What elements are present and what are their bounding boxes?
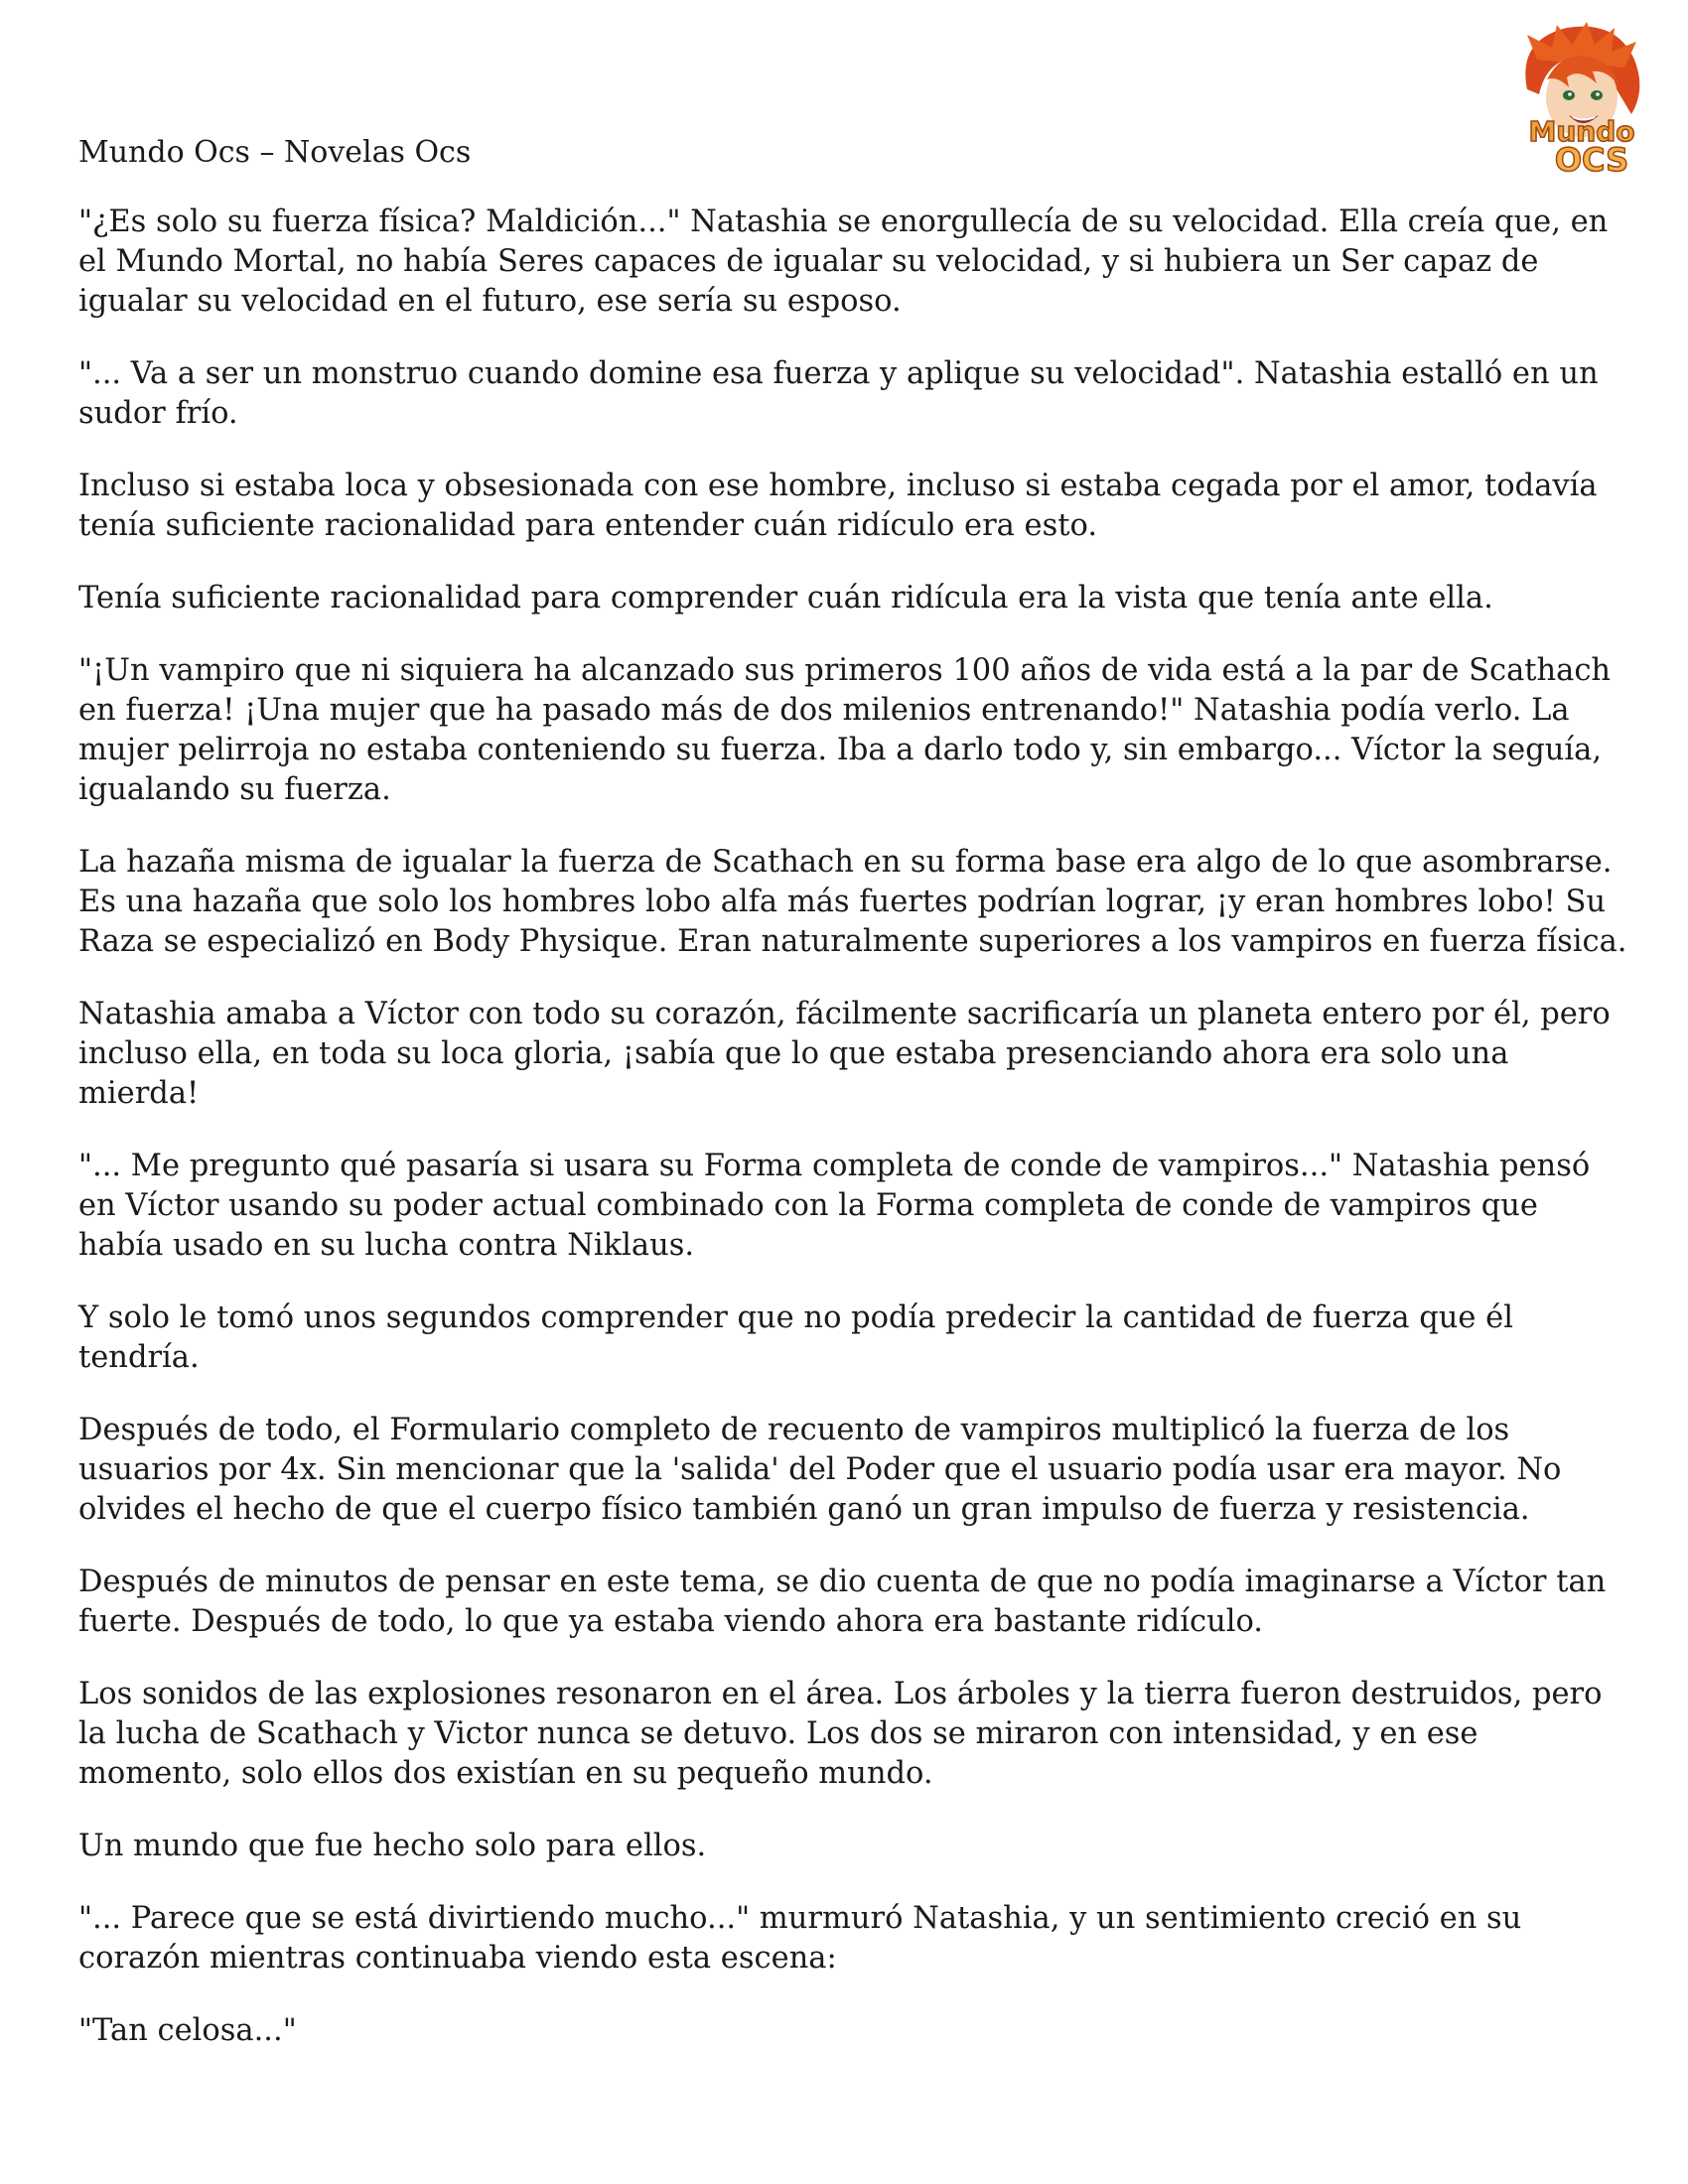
paragraph: "¿Es solo su fuerza física? Maldición..." Natashia se enorgullecía de su velocidad. Ella creía que, en el Mundo Mortal, no había Seres capaces de igualar su velocidad, y si hubiera un Ser capaz de igualar su velocidad en el futuro, ese sería su esposo. xyxy=(78,205,1609,319)
document-body xyxy=(78,203,1627,2084)
paragraph: "¡Un vampiro que ni siquiera ha alcanzado sus primeros 100 años de vida está a la par de Scathach en fuerza! ¡Una mujer que ha pasado más de dos milenios entrenando!" Natashia podía verlo. La mujer pelirroja no estaba conteniendo su fuerza. Iba a darlo todo y, sin embargo... Víctor la seguía, igualando su fuerza. xyxy=(78,653,1612,807)
paragraph: Después de minutos de pensar en este tema, se dio cuenta de que no podía imaginarse a Víctor tan fuerte. Después de todo, lo que ya estaba viendo ahora era bastante ridículo. xyxy=(78,1565,1607,1639)
paragraph: Los sonidos de las explosiones resonaron en el área. Los árboles y la tierra fueron destruidos, pero la lucha de Scathach y Victor nunca se detuvo. Los dos se miraron con intensidad, y en ese momento, solo ellos dos existían en su pequeño mundo. xyxy=(78,1677,1603,1791)
paragraph: Y solo le tomó unos segundos comprender que no podía predecir la cantidad de fuerza que él tendría. xyxy=(78,1300,1513,1375)
paragraph: Un mundo que fue hecho solo para ellos. xyxy=(78,1829,707,1863)
paragraph: Natashia amaba a Víctor con todo su corazón, fácilmente sacrificaría un planeta entero por él, pero incluso ella, en toda su loca gloria, ¡sabía que lo que estaba presenciando ahora era solo una mierda! xyxy=(78,997,1611,1111)
paragraph: La hazaña misma de igualar la fuerza de Scathach en su forma base era algo de lo que asombrarse. Es una hazaña que solo los hombres lobo alfa más fuertes podrían lograr, ¡y eran hombres lobo! Su Raza se especializó en Body Physique. Eran naturalmente superiores a los vampiros en fuerza física. xyxy=(78,845,1627,959)
paragraph: "... Va a ser un monstruo cuando domine esa fuerza y aplique su velocidad". Natashia estalló en un sudor frío. xyxy=(78,356,1599,431)
logo-text-ocs: OCS xyxy=(1554,141,1629,179)
mundo-ocs-logo xyxy=(1497,20,1666,179)
paragraph: Incluso si estaba loca y obsesionada con ese hombre, incluso si estaba cegada por el amor, todavía tenía suficiente racionalidad para entender cuán ridículo era esto. xyxy=(78,469,1598,543)
paragraph: "... Me pregunto qué pasaría si usara su Forma completa de conde de vampiros..." Natashia pensó en Víctor usando su poder actual combinado con la Forma completa de conde de vampiros que había usado en su lucha contra Niklaus. xyxy=(78,1149,1591,1263)
page-header-title: Mundo Ocs – Novelas Ocs xyxy=(78,135,472,170)
paragraph: Después de todo, el Formulario completo de recuento de vampiros multiplicó la fuerza de los usuarios por 4x. Sin mencionar que la 'salida' del Poder que el usuario podía usar era mayor. No olvides el hecho de que el cuerpo físico también ganó un gran impulso de fuerza y resistencia. xyxy=(78,1413,1562,1527)
logo-text-mundo: Mundo xyxy=(1528,115,1635,148)
paragraph: "Tan celosa..." xyxy=(78,2013,297,2048)
paragraph: Tenía suficiente racionalidad para comprender cuán ridícula era la vista que tenía ante ella. xyxy=(78,581,1493,615)
paragraph: "... Parece que se está divirtiendo mucho..." murmuró Natashia, y un sentimiento creció en su corazón mientras continuaba viendo esta escena: xyxy=(78,1901,1522,1976)
